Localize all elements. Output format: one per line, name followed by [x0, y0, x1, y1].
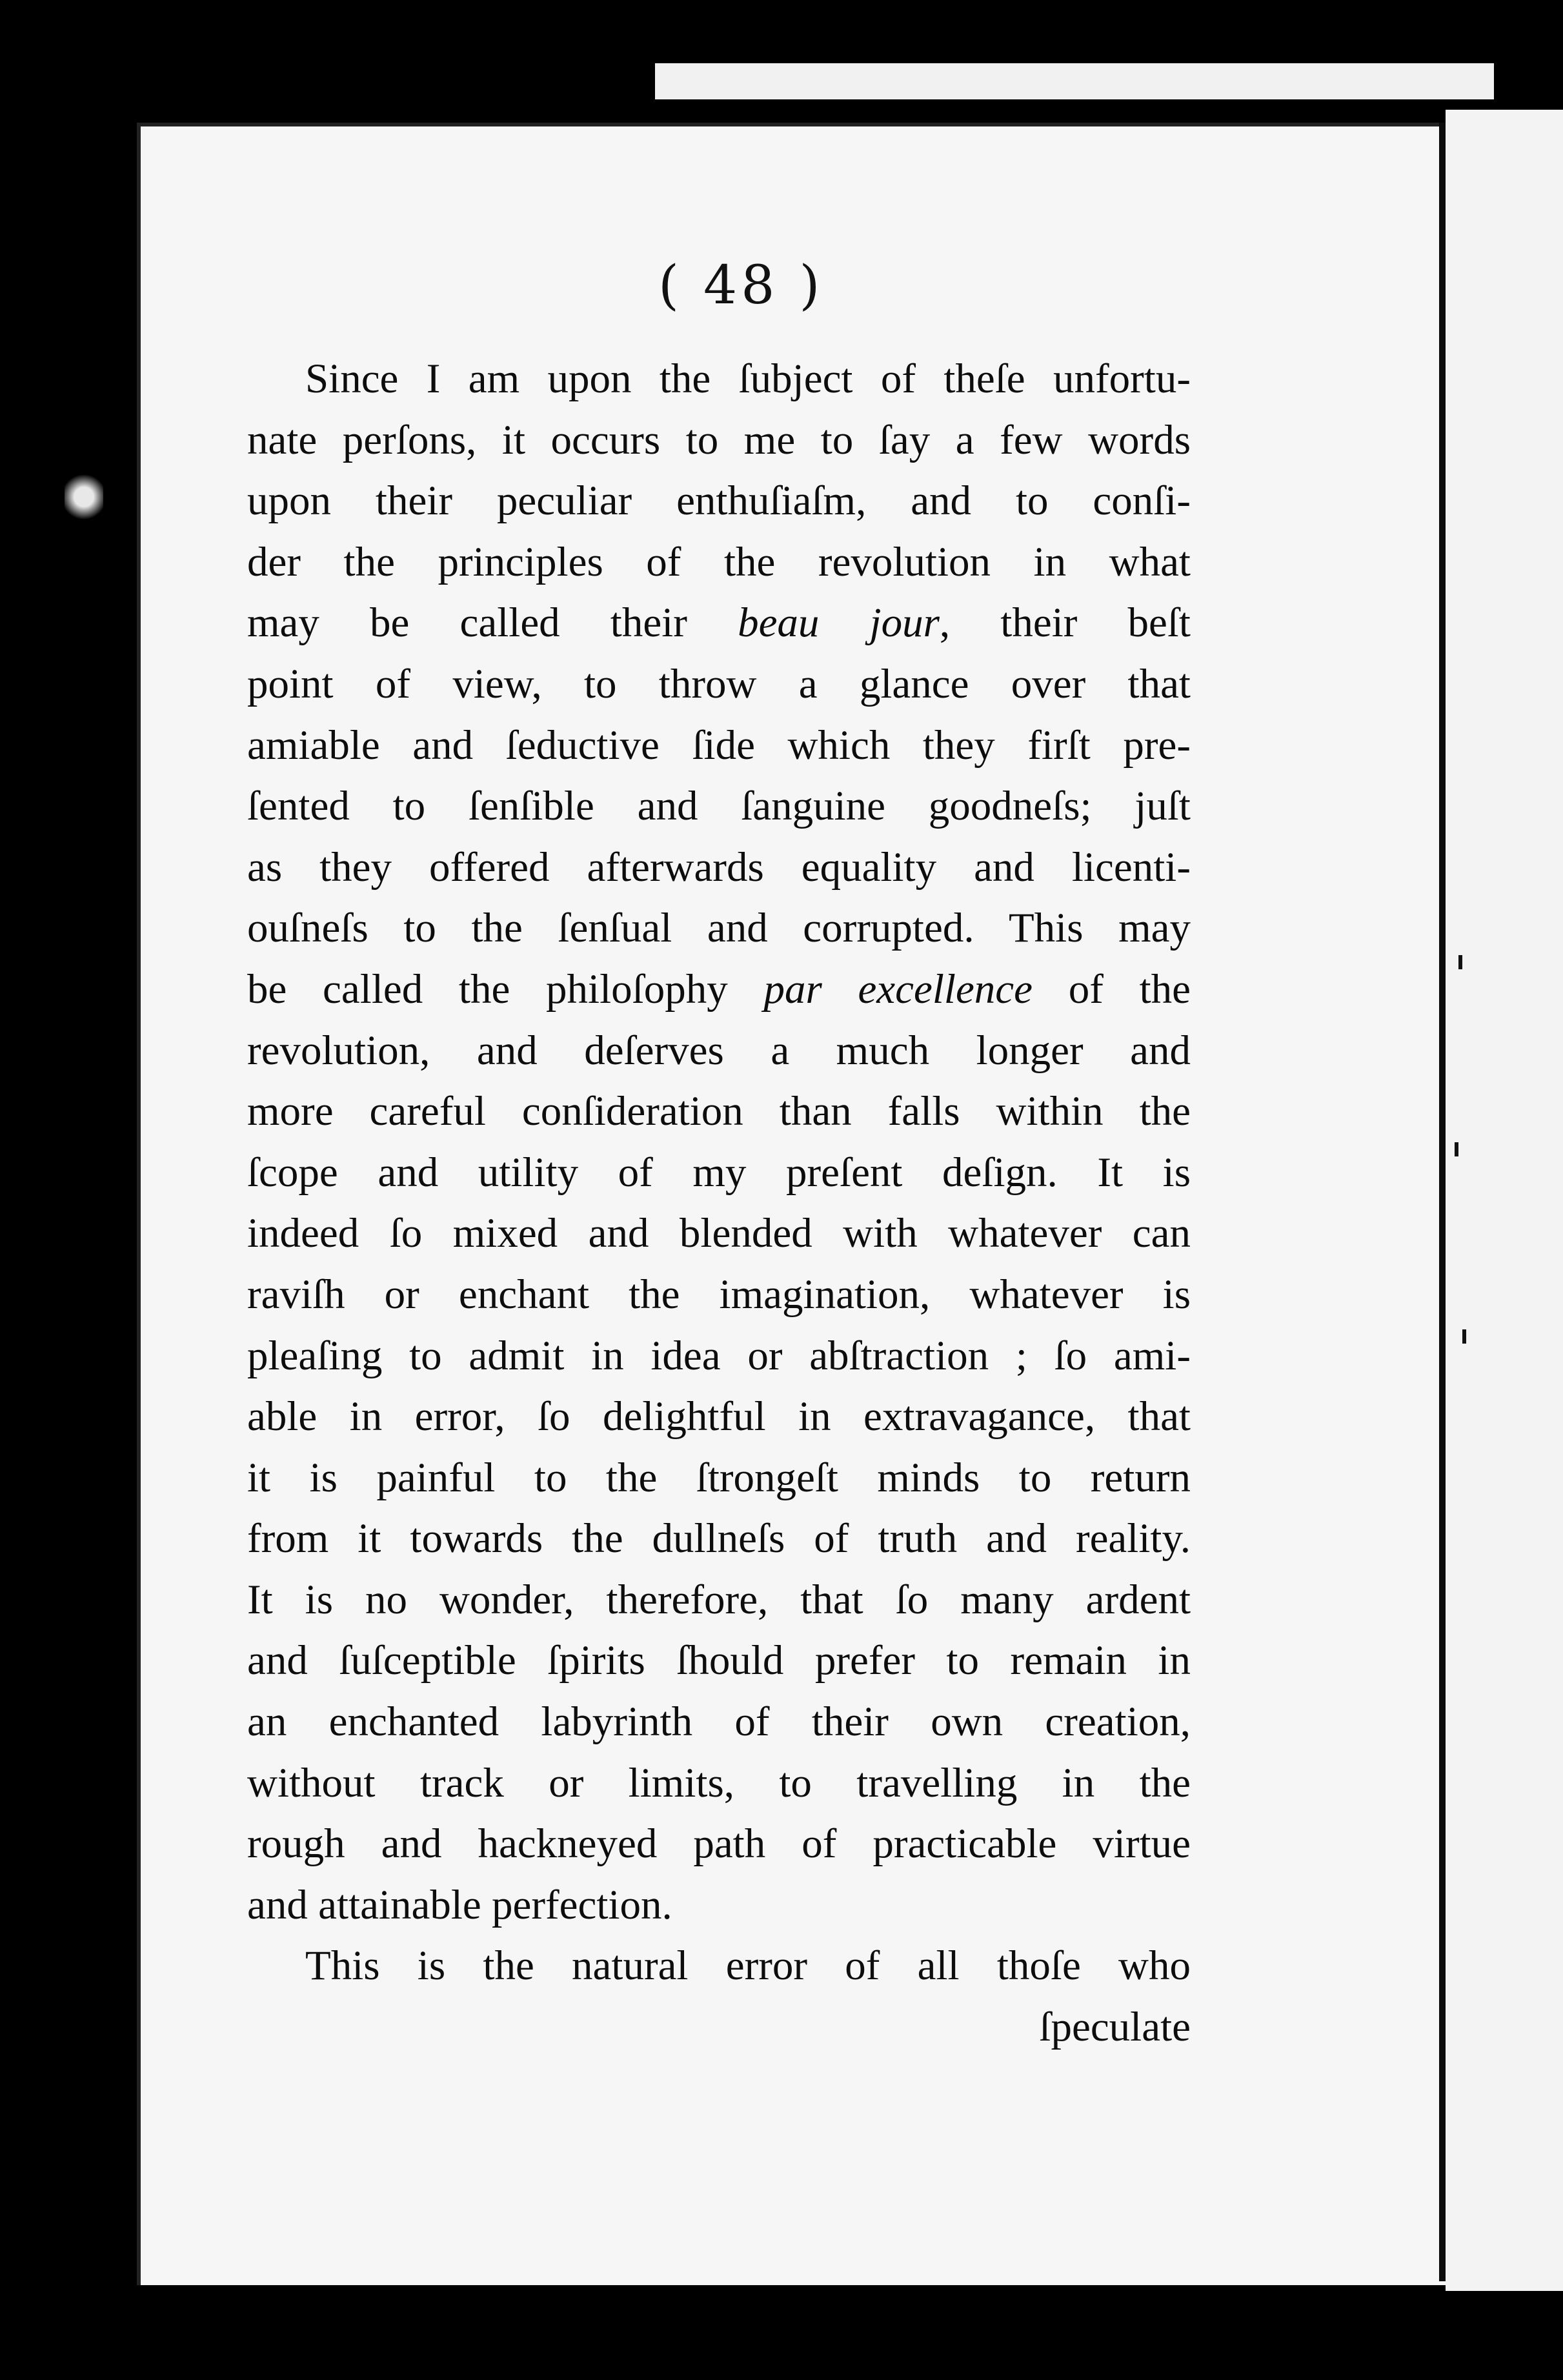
text-segment: Since I am upon the ſubject of theſe unfortu- [305, 356, 1191, 402]
top-paper-strip [655, 63, 1494, 99]
text-segment: nate perſons, it occurs to me to ſay a few words [247, 416, 1191, 463]
facing-page-mark [1458, 955, 1462, 969]
text-line [247, 1447, 1191, 1509]
text-line [247, 1813, 1191, 1875]
text-segment: , their beſt [939, 600, 1191, 647]
text-segment: from it towards the dullneſs of truth and reality. [247, 1515, 1191, 1562]
text-line [247, 532, 1191, 593]
text-line [247, 1142, 1191, 1204]
text-segment: an enchanted labyrinth of their own creation, [247, 1699, 1191, 1746]
text-line [247, 654, 1191, 715]
text-segment: amiable and ſeductive ſide which they firſt pre- [247, 721, 1191, 769]
text-segment: it is painful to the ſtrongeſt minds to return [247, 1454, 1191, 1501]
text-line [247, 959, 1191, 1020]
text-segment: ſented to ſenſible and ſanguine goodneſs; juſt [247, 783, 1191, 830]
text-line [247, 410, 1191, 471]
text-segment: ouſneſs to the ſenſual and corrupted. This may [247, 905, 1191, 952]
text-line [247, 715, 1191, 776]
text-line [247, 1508, 1191, 1569]
text-line [247, 1935, 1191, 1997]
text-segment: It is no wonder, therefore, that ſo many ardent [247, 1576, 1191, 1623]
text-segment: and attainable perfection. [247, 1881, 672, 1928]
text-line [247, 1203, 1191, 1264]
text-segment: raviſh or enchant the imagination, whatever is [247, 1271, 1191, 1318]
text-segment: This is the natural error of all thoſe who [305, 1942, 1191, 1990]
text-segment: rough and hackneyed path of practicable virtue [247, 1820, 1191, 1868]
italic-phrase: par excellence [763, 965, 1033, 1013]
page-number: ( 48 ) [658, 255, 824, 316]
text-segment: without track or limits, to travelling in the [247, 1759, 1191, 1806]
text-line [247, 592, 1191, 654]
text-line [247, 1569, 1191, 1631]
text-segment: more careful conſideration than falls within the [247, 1088, 1191, 1135]
paper-blemish [65, 471, 103, 523]
page-gutter [1439, 123, 1446, 2281]
text-segment: and ſuſceptible ſpirits ſhould prefer to remain in [247, 1637, 1191, 1684]
text-line [247, 1630, 1191, 1691]
facing-page-mark [1455, 1142, 1458, 1156]
text-segment: pleaſing to admit in idea or abſtraction ; ſo ami- [247, 1332, 1191, 1379]
text-line [247, 470, 1191, 532]
text-line [247, 837, 1191, 898]
text-line [247, 1875, 1191, 1936]
italic-phrase: beau jour [738, 600, 940, 647]
text-line [247, 898, 1191, 959]
body-text [247, 348, 1191, 2058]
text-segment: revolution, and deſerves a much longer and [247, 1027, 1191, 1074]
facing-page-edge [1446, 110, 1563, 2291]
text-line [247, 776, 1191, 837]
text-segment: indeed ſo mixed and blended with whatever can [247, 1210, 1191, 1257]
text-line [247, 1264, 1191, 1326]
text-segment: able in error, ſo delightful in extravagance, that [247, 1393, 1191, 1440]
text-segment: ſcope and utility of my preſent deſign. It is [247, 1149, 1191, 1196]
text-line [247, 1081, 1191, 1142]
text-segment: as they offered afterwards equality and licenti- [247, 843, 1191, 891]
text-line [247, 1020, 1191, 1082]
text-segment: der the principles of the revolution in what [247, 538, 1191, 585]
text-segment: ſpeculate [1039, 2004, 1191, 2051]
text-segment: of the [1033, 965, 1191, 1013]
text-line [247, 1753, 1191, 1814]
facing-page-mark [1462, 1329, 1466, 1344]
catchword [247, 1997, 1191, 2058]
text-segment: be called the philoſophy [247, 965, 764, 1013]
text-line [247, 348, 1191, 410]
text-segment: may be called their [247, 600, 738, 647]
text-segment: point of view, to throw a glance over that [247, 660, 1191, 707]
text-line [247, 1386, 1191, 1447]
text-line [247, 1691, 1191, 1753]
text-line [247, 1326, 1191, 1387]
text-segment: upon their peculiar enthuſiaſm, and to conſi- [247, 478, 1191, 525]
